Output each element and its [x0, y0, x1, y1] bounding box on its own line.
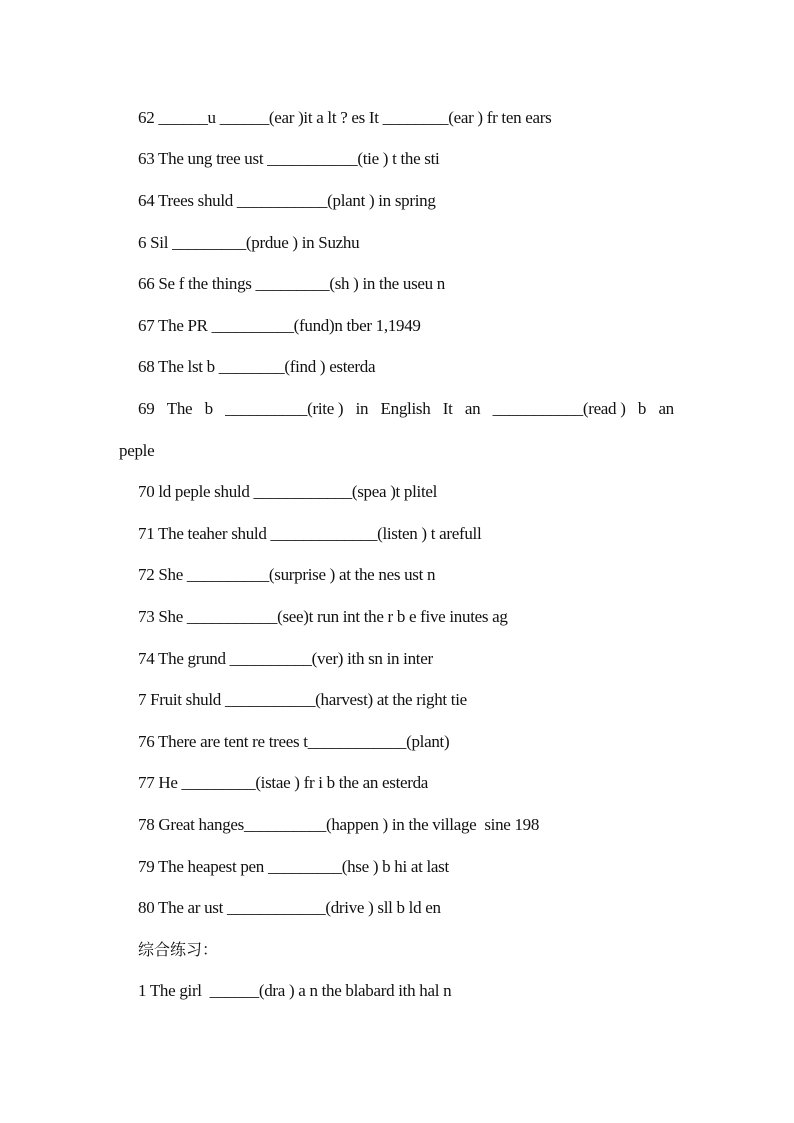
exercise-line-70: 70 ld peple shuld ____________(spea )t plitel [138, 482, 438, 501]
exercise-line-73: 73 She ___________(see)t run int the r b e five inutes ag [138, 607, 508, 626]
exercise-line-66: 66 Se f the things _________(sh ) in the useu n [138, 274, 445, 293]
exercise-line-69 [138, 399, 674, 419]
line69-word: 69 [138, 399, 155, 418]
exercise-line-76: 76 There are tent re trees t____________(plant) [138, 732, 450, 751]
exercise-line-64: 64 Trees shuld ___________(plant ) in spring [138, 191, 436, 210]
exercise-line-80: 80 The ar ust ____________(drive ) sll b ld en [138, 898, 441, 917]
line69-word: in [355, 399, 369, 418]
line69-word: __________(rite ) [225, 399, 344, 418]
line69-word: The [166, 399, 193, 418]
line69-word: an [464, 399, 481, 418]
exercise-line-69-continuation: peple [119, 441, 155, 460]
line69-word: English [380, 399, 431, 418]
exercise-line-79: 79 The heapest pen _________(hse ) b hi at last [138, 857, 449, 876]
exercise-line-71: 71 The teaher shuld _____________(listen ) t arefull [138, 524, 482, 543]
line69-word: an [658, 399, 674, 418]
exercise-line-63: 63 The ung tree ust ___________(tie ) t the sti [138, 149, 440, 168]
exercise-line-78: 78 Great hanges__________(happen ) in the village sine 198 [138, 815, 540, 834]
section-heading: 综合练习： [138, 940, 219, 959]
line69-word: It [442, 399, 453, 418]
exercise-line-74: 74 The grund __________(ver) ith sn in inter [138, 649, 433, 668]
exercise-line-72: 72 She __________(surprise ) at the nes ust n [138, 565, 436, 584]
line69-word: b [637, 399, 647, 418]
exercise-line-1: 1 The girl ______(dra ) a n the blabard ith hal n [138, 981, 452, 1000]
exercise-line-77: 77 He _________(istae ) fr i b the an esterda [138, 773, 429, 792]
exercise-line-65: 6 Sil _________(prdue ) in Suzhu [138, 233, 360, 252]
line69-word: ___________(read ) [492, 399, 626, 418]
line69-word: b [204, 399, 213, 418]
exercise-line-67: 67 The PR __________(fund)n tber 1,1949 [138, 316, 421, 335]
exercise-line-75: 7 Fruit shuld ___________(harvest) at the right tie [138, 690, 467, 709]
exercise-line-68: 68 The lst b ________(find ) esterda [138, 357, 376, 376]
exercise-line-62: 62 ______u ______(ear )it a lt ? es It ________(ear ) fr ten ears [138, 108, 552, 127]
